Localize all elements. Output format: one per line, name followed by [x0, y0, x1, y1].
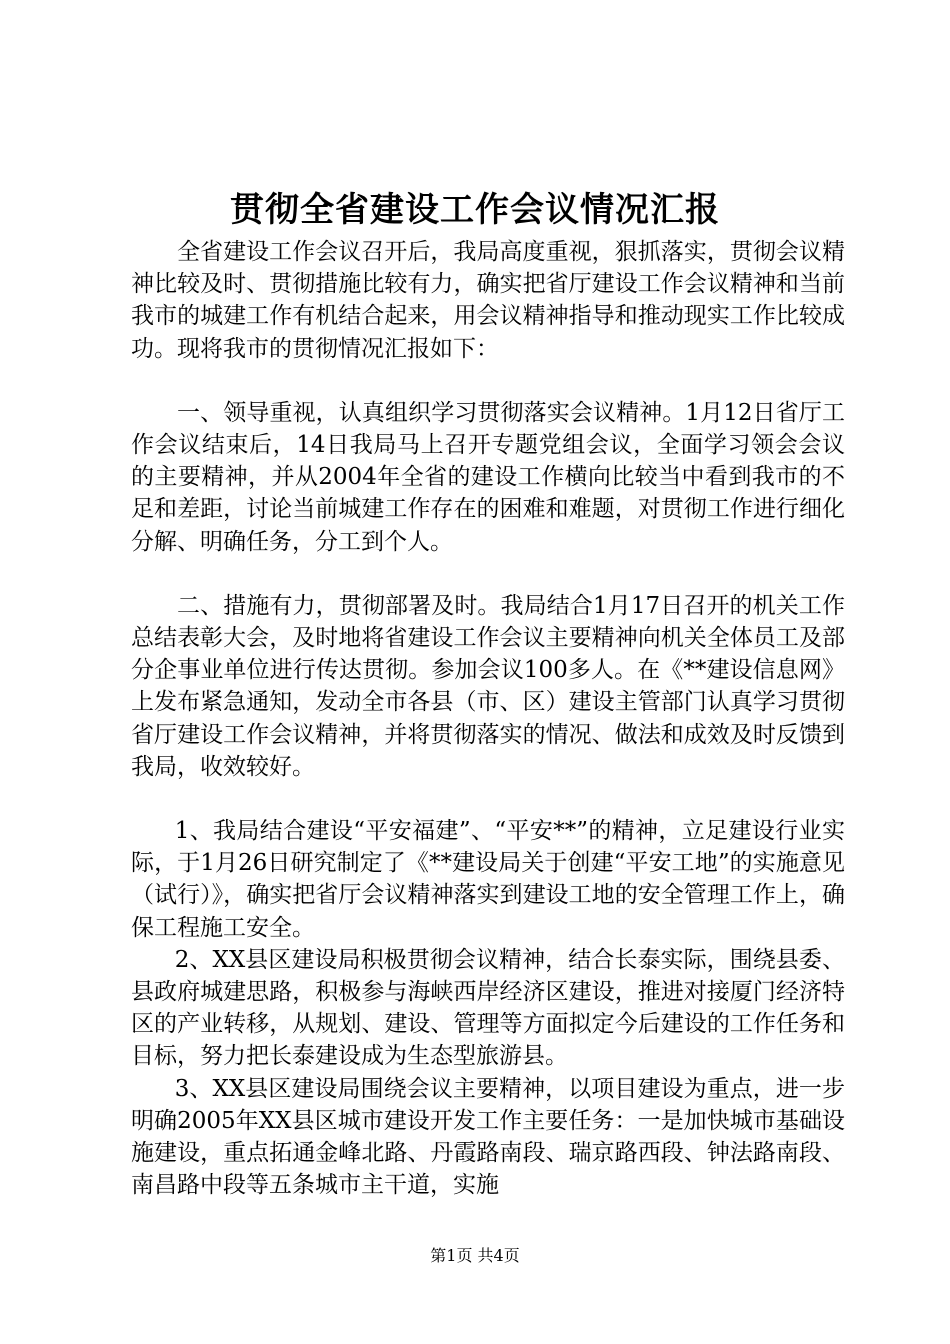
document-title: 贯彻全省建设工作会议情况汇报 [230, 190, 720, 230]
item-three-paragraph: 3、XX县区建设局围绕会议主要精神，以项目建设为重点，进一步明确2005年XX县区城市建设开发工作主要任务：一是加快城市基础设施建设，重点拓通金峰北路、丹霞路南段、瑞京路西段、钟法路南段、南昌路中段等五条城市主干道，实施 [131, 1075, 845, 1199]
section-one-paragraph: 一、领导重视，认真组织学习贯彻落实会议精神。1月12日省厅工作会议结束后，14日我局马上召开专题党组会议，全面学习领会会议的主要精神，并从2004年全省的建设工作横向比较当中看到我市的不足和差距，讨论当前城建工作存在的困难和难题，对贯彻工作进行细化分解、明确任务，分工到个人。 [131, 399, 845, 555]
page-number: 第1页 共4页 [430, 1246, 520, 1265]
section-two-paragraph: 二、措施有力，贯彻部署及时。我局结合1月17日召开的机关工作总结表彰大会，及时地将省建设工作会议主要精神向机关全体员工及部分企事业单位进行传达贯彻。参加会议100多人。在《**建设信息网》上发布紧急通知，发动全市各县（市、区）建设主管部门认真学习贯彻省厅建设工作会议精神，并将贯彻落实的情况、做法和成效及时反馈到我局，收效较好。 [131, 592, 845, 780]
item-two-paragraph: 2、XX县区建设局积极贯彻会议精神，结合长泰实际，围绕县委、县政府城建思路，积极参与海峡西岸经济区建设，推进对接厦门经济特区的产业转移，从规划、建设、管理等方面拟定今后建设的工作任务和目标，努力把长泰建设成为生态型旅游县。 [131, 946, 845, 1070]
document-body [131, 236, 845, 1201]
item-one-paragraph: 1、我局结合建设“平安福建”、“平安**”的精神，立足建设行业实际，于1月26日研究制定了《**建设局关于创建“平安工地”的实施意见（试行）》，确实把省厅会议精神落实到建设工地的安全管理工作上，确保工程施工安全。 [131, 818, 845, 941]
intro-paragraph: 全省建设工作会议召开后，我局高度重视，狠抓落实，贯彻会议精神比较及时、贯彻措施比较有力，确实把省厅建设工作会议精神和当前我市的城建工作有机结合起来，用会议精神指导和推动现实工作比较成功。现将我市的贯彻情况汇报如下： [131, 239, 845, 362]
